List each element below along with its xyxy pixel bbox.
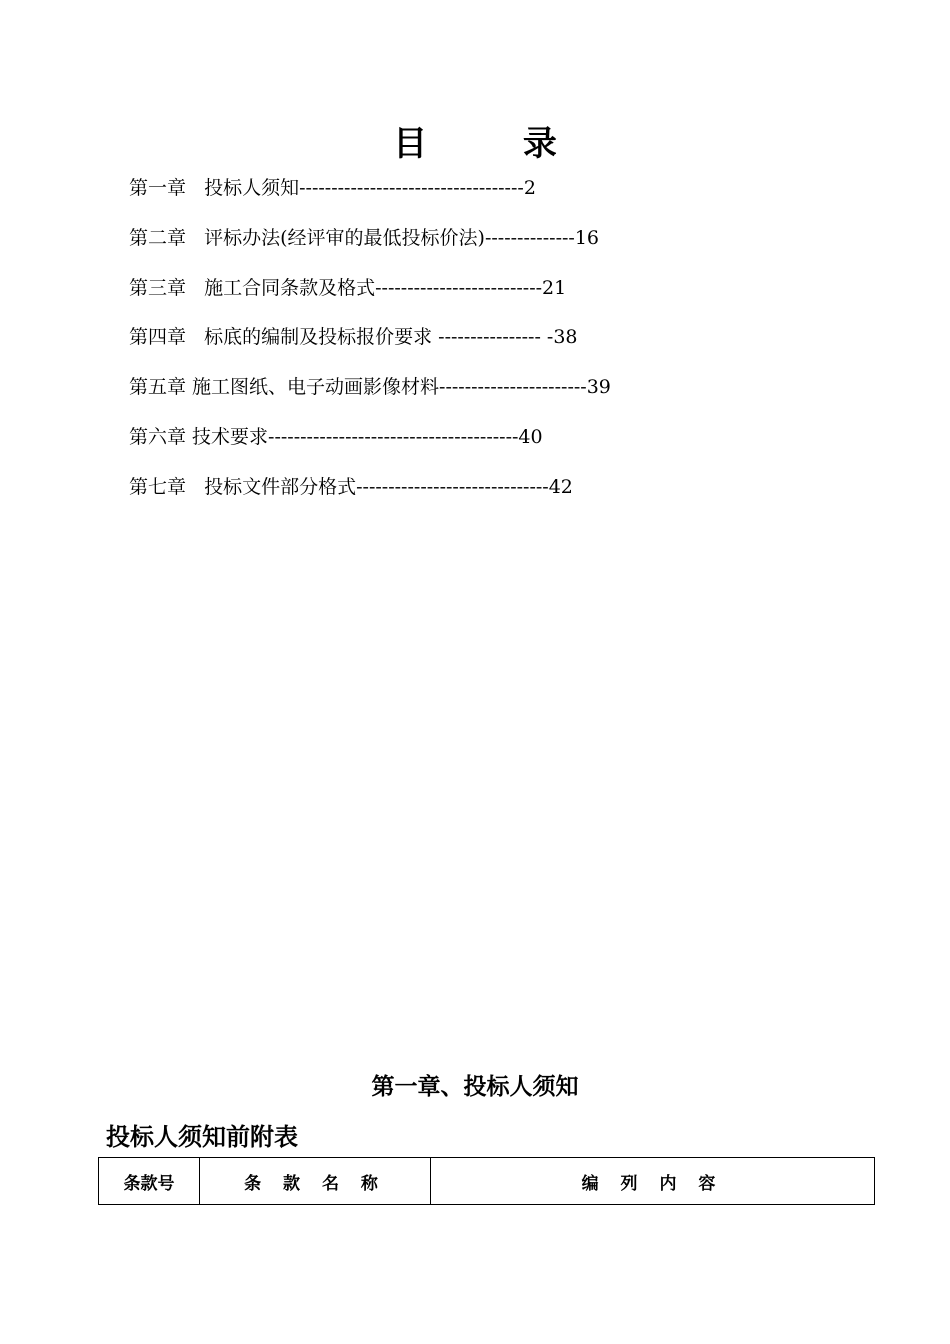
toc-entry-4[interactable]: 第四章 标底的编制及投标报价要求 ---------------- -38 [129,326,578,348]
header-content: 编 列 内 容 [431,1158,875,1205]
header-clause-name: 条 款 名 称 [200,1158,431,1205]
chapter-heading: 第一章、投标人须知 [371,1073,579,1100]
toc-entry-7[interactable]: 第七章 投标文件部分格式------------------------------42 [129,476,573,498]
front-table [98,1157,875,1205]
toc-title: 目 录 [393,124,599,164]
header-clause-no: 条款号 [99,1158,200,1205]
toc-entry-3[interactable]: 第三章 施工合同条款及格式--------------------------21 [129,277,567,299]
toc-entry-2[interactable]: 第二章 评标办法(经评审的最低投标价法)--------------16 [129,227,600,249]
toc-entry-5[interactable]: 第五章 施工图纸、电子动画影像材料-----------------------39 [129,376,611,398]
table-header-row [99,1158,875,1205]
toc-entry-6[interactable]: 第六章 技术要求---------------------------------------40 [129,426,543,448]
toc-entry-1[interactable]: 第一章 投标人须知-----------------------------------2 [129,177,536,199]
front-table-title: 投标人须知前附表 [106,1122,298,1151]
